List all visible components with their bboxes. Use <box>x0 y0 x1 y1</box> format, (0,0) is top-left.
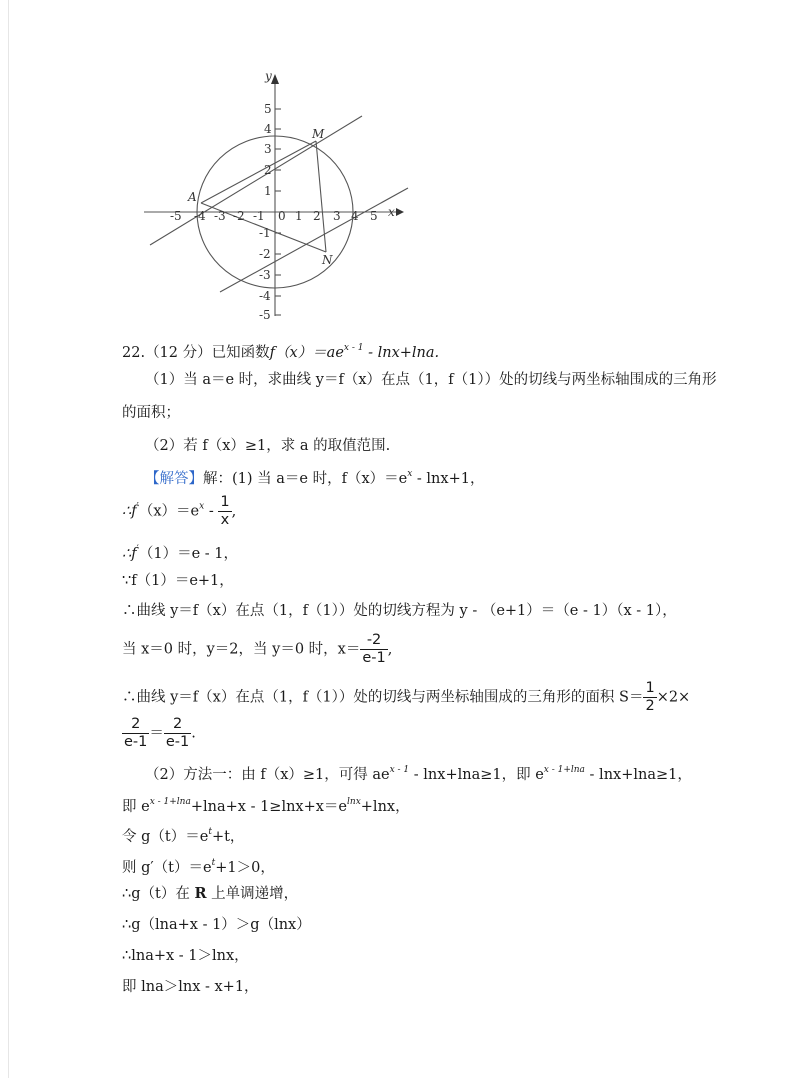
y-tick: -5 <box>259 308 271 322</box>
problem-number: 22. <box>122 345 146 361</box>
solution-line: 即 $e^{x - 1+lna}+\ln a+x - 1\ge\ln x+x=e^{lnx}+\ln x$， <box>122 797 410 815</box>
point-a-label: A <box>188 190 197 204</box>
solution-line: $\frac{2}{e-1}$ ＝ $\frac{2}{e-1}$ . <box>124 716 196 750</box>
fraction: $\frac{2}{e-1}$ <box>165 716 190 750</box>
fraction: $\frac{1}{x}$ <box>220 494 230 528</box>
solution-line: $\therefore f'(x)=e^x$ - $\frac{1}{x}$ , <box>122 494 237 528</box>
solution-line: 则 $g'(t)=e^t+1>0$， <box>122 858 275 876</box>
answer-tag: 【解答】 <box>145 471 203 487</box>
chord-m-n <box>316 141 326 252</box>
page-edge <box>8 0 9 1078</box>
fraction: $\frac{1}{2}$ <box>645 680 655 714</box>
x-tick: 4 <box>351 209 359 223</box>
problem-stem: 22.（12 分）已知函数$f(x)=ae^{x - 1} - \ln x+\ln a$. <box>122 343 440 361</box>
solution-line: 当 x＝0 时，y＝2，当 y＝0 时，x＝ $\frac{-2}{e-1}$ , <box>122 632 393 666</box>
y-tick: -4 <box>259 289 271 303</box>
question-1: （1）当 a＝e 时，求曲线 y＝f（x）在点（1，f（1））处的切线与两坐标轴围成的三角形 <box>145 372 717 388</box>
y-tick: 4 <box>264 122 272 136</box>
y-tick: 1 <box>264 184 272 198</box>
y-tick: 3 <box>264 142 272 156</box>
question-2: （2）若 f（x）≥1，求 a 的取值范围. <box>145 438 391 454</box>
chord-a-m <box>201 141 316 203</box>
solution-line: 即 lna＞lnx - x+1， <box>122 979 259 995</box>
question-1-cont: 的面积； <box>122 405 180 421</box>
x-tick: 1 <box>295 209 303 223</box>
x-tick: -5 <box>170 209 182 223</box>
y-tick: -2 <box>259 247 271 261</box>
y-axis-label: y <box>265 69 272 83</box>
y-tick: 5 <box>264 102 272 116</box>
y-tick: -1 <box>259 226 271 240</box>
tangent-line-lower <box>220 188 408 292</box>
x-tick: 0 <box>278 209 286 223</box>
x-tick: -1 <box>253 209 265 223</box>
solution-line: ∴g（lna+x - 1）＞g（lnx） <box>122 917 311 933</box>
y-axis-arrow <box>271 74 279 84</box>
solution-line: （2）方法一：由 f（x）≥1，可得 $ae^{x - 1} - \ln x+\ln a\ge 1$，即 $e^{x - 1+lna} - \ln x+\ln a\ge 1$， <box>145 765 692 783</box>
x-tick: -4 <box>194 209 206 223</box>
point-m-label: M <box>312 127 325 141</box>
solution-line: 令 $g(t)=e^t+t$， <box>122 827 245 845</box>
solution-line: ∴f′（1）＝e - 1， <box>122 544 239 562</box>
solution-line: ∴lna+x - 1＞lnx， <box>122 948 249 964</box>
solution-line: ∴曲线 y＝f（x）在点（1，f（1））处的切线与两坐标轴围成的三角形的面积 S＝ $\frac{1}{2}$ ×2× <box>122 680 691 714</box>
x-tick: -3 <box>214 209 226 223</box>
x-tick: -2 <box>233 209 245 223</box>
y-tick: -3 <box>259 268 271 282</box>
fraction: $\frac{-2}{e-1}$ <box>362 632 386 666</box>
solution-line: ∴曲线 y＝f（x）在点（1，f（1））处的切线方程为 y - （e+1）＝（e - 1）（x - 1）， <box>122 603 677 619</box>
coordinate-figure <box>130 62 420 324</box>
x-tick: 2 <box>313 209 321 223</box>
fraction: $\frac{2}{e-1}$ <box>124 716 148 750</box>
x-axis-arrow <box>396 208 404 216</box>
solution-line: ∵f（1）＝e+1， <box>122 573 234 589</box>
tangent-line-upper <box>150 116 362 245</box>
solution-line: ∴g（t）在 R 上单调递增， <box>122 885 299 902</box>
x-tick: 3 <box>333 209 341 223</box>
point-n-label: N <box>322 253 333 267</box>
x-tick: 5 <box>370 209 378 223</box>
solution-line: 【解答】解：(1) 当 a＝e 时，$f(x)=e^x - \ln x+1$， <box>145 469 485 487</box>
x-axis-label: x <box>388 205 395 219</box>
y-tick: 2 <box>264 163 272 177</box>
